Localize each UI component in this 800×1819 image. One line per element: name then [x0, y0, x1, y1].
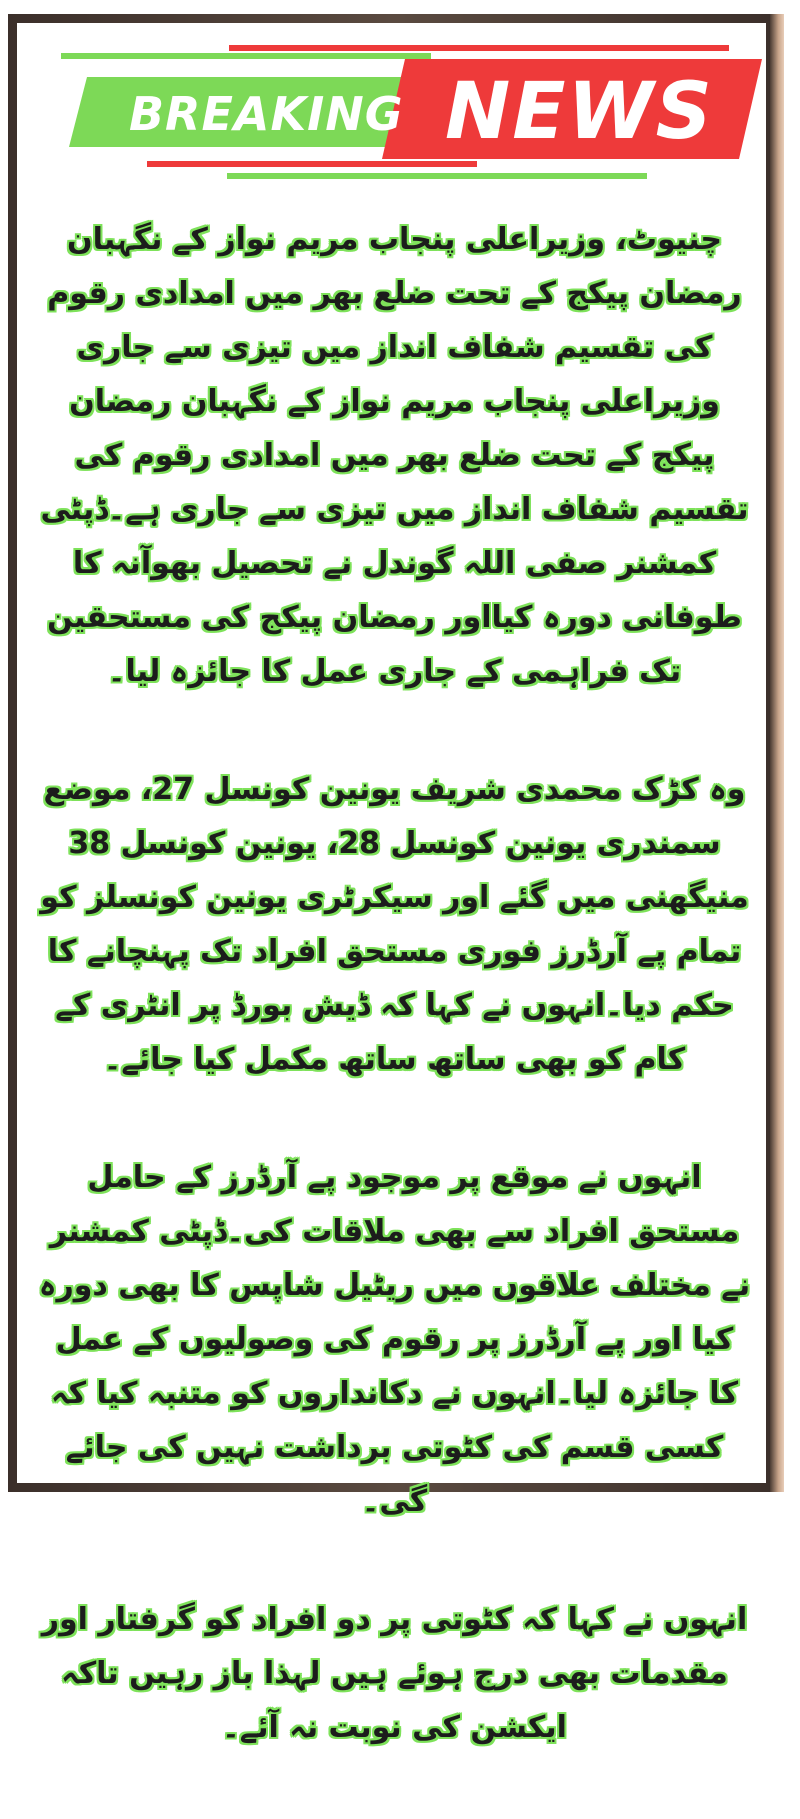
banner-top-green-stripe: [61, 53, 431, 59]
frame-edge-decoration: [770, 14, 784, 1492]
breaking-label: BREAKING: [129, 87, 404, 141]
article-paragraph-3: انہوں نے موقع پر موجود پے آرڈرز کے حامل مستحق افراد سے بھی ملاقات کی۔ڈپٹی کمشنر نے مختلف علاقوں میں ریٹیل شاپس کا بھی دورہ کیا اور پے آرڈرز پر رقوم کی وصولیوں کے عمل کا جائزہ لیا۔انہوں نے دکانداروں کو متنبہ کیا کہ کسی قسم کی کٹوتی برداشت نہیں کی جائے گی۔: [38, 1160, 751, 1519]
article-paragraph-1: چنیوٹ، وزیراعلی پنجاب مریم نواز کے نگہبان رمضان پیکج کے تحت ضلع بھر میں امدادی رقوم کی تقسیم شفاف انداز میں تیزی سے جاری وزیراعلی پنجاب مریم نواز کے نگہبان رمضان پیکج کے تحت ضلع بھر میں امدادی رقوم کی تقسیم شفاف انداز میں تیزی سے جاری ہے۔ڈپٹی کمشنر صفی اللہ گوندل نے تحصیل بھوآنہ کا طوفانی دورہ کیااور رمضان پیکج کی مستحقین تک فراہمی کے جاری عمل کا جائزہ لیا۔: [40, 222, 749, 689]
article-paragraph-2: وہ کڑک محمدی شریف یونین کونسل 27، موضع سمندری یونین کونسل 28، یونین کونسل 38 منیگھنی میں گئے اور سیکرٹری یونین کونسلز کو تمام پے آرڈرز فوری مستحق افراد تک پہنچانے کا حکم دیا۔انہوں نے کہا کہ ڈیش بورڈ پر انٹری کے کام کو بھی ساتھ ساتھ مکمل کیا جائے۔: [40, 772, 749, 1077]
news-label: NEWS: [445, 67, 714, 157]
banner-bottom-green-stripe: [227, 173, 647, 179]
banner-top-red-stripe: [229, 45, 729, 51]
breaking-news-banner: [17, 23, 766, 191]
banner-bottom-red-stripe: [147, 161, 477, 167]
page-frame: [8, 14, 784, 1745]
article-card: [17, 23, 766, 1745]
article-body: [37, 213, 752, 1819]
article-paragraph-4: انہوں نے کہا کہ کٹوتی پر دو افراد کو گرفتار اور مقدمات بھی درج ہوئے ہیں لہذا باز رہیں تاکہ ایکشن کی نوبت نہ آئے۔: [41, 1602, 748, 1745]
